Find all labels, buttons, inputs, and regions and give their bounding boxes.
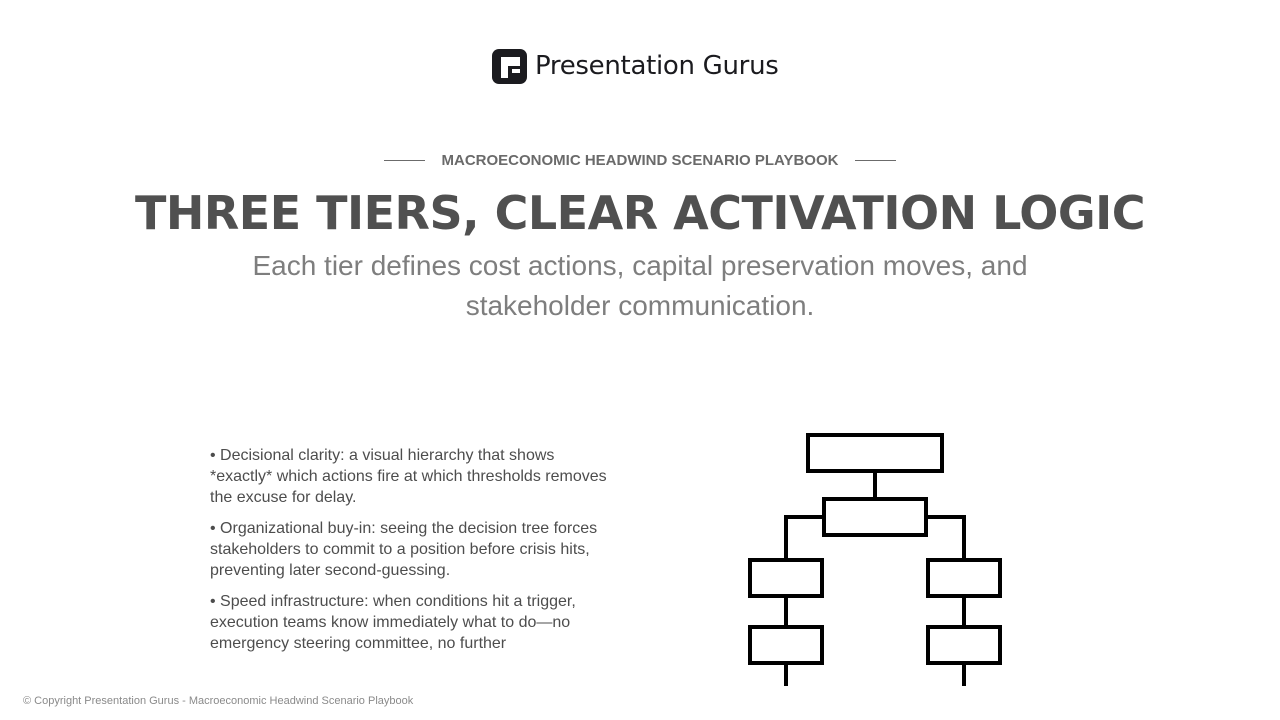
bullet-item: • Organizational buy-in: seeing the decision tree forces stakeholders to commit to a position before crisis hits, preventing later second-guessing. xyxy=(210,520,598,579)
brand-logo xyxy=(492,48,779,84)
bullet-list xyxy=(210,445,610,664)
eyebrow xyxy=(0,152,1280,169)
page-title: THREE TIERS, CLEAR ACTIVATION LOGIC xyxy=(134,186,1146,240)
hierarchy-tree-icon xyxy=(740,428,1010,690)
bullet-item: • Speed infrastructure: when conditions hit a trigger, execution teams know immediately what to do—no emergency steering committee, no further xyxy=(210,593,576,652)
presentation-gurus-logo-icon xyxy=(492,49,527,84)
eyebrow-line-left xyxy=(384,160,425,161)
page-subtitle: Each tier defines cost actions, capital preservation moves, and stakeholder communication. xyxy=(252,250,1028,321)
eyebrow-text: MACROECONOMIC HEADWIND SCENARIO PLAYBOOK xyxy=(441,152,839,169)
footer-copyright: © Copyright Presentation Gurus - Macroeconomic Headwind Scenario Playbook xyxy=(23,695,414,707)
eyebrow-line-right xyxy=(855,160,896,161)
bullet-item: • Decisional clarity: a visual hierarchy that shows *exactly* which actions fire at which thresholds removes the excuse for delay. xyxy=(210,447,607,506)
brand-name: Presentation Gurus xyxy=(535,51,779,81)
